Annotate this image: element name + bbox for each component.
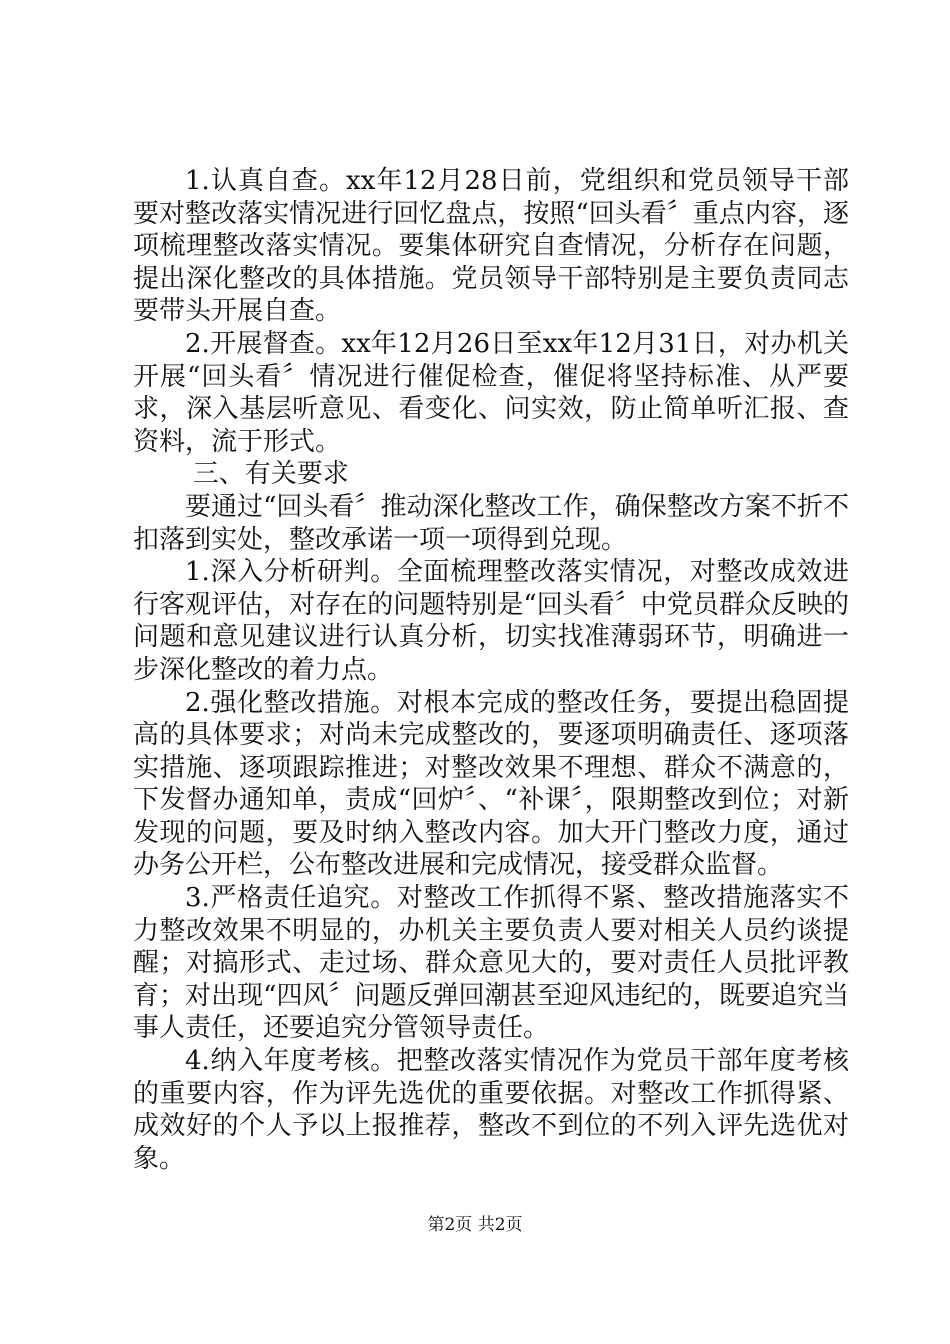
paragraph-analysis: 1.深入分析研判。全面梳理整改落实情况，对整改成效进行客观评估，对存在的问题特别是“回头看〞中党员群众反映的问题和意见建议进行认真分析，切实找准薄弱环节，明确进一步深化整改的着力点。 (133, 557, 849, 685)
paragraph-annual-assessment: 4.纳入年度考核。把整改落实情况作为党员干部年度考核的重要内容，作为评先选优的重要依据。对整改工作抓得紧、成效好的个人予以上报推荐，整改不到位的不列入评先选优对象。 (133, 1046, 849, 1174)
paragraph-measures: 2.强化整改措施。对根本完成的整改任务，要提出稳固提高的具体要求；对尚未完成整改的，要逐项明确责任、逐项落实措施、逐项跟踪推进；对整改效果不理想、群众不满意的，下发督办通知单，责成“回炉〞、“补课〞，限期整改到位；对新发现的问题，要及时纳入整改内容。加大开门整改力度，通过办务公开栏，公布整改进展和完成情况，接受群众监督。 (133, 687, 849, 881)
paragraph-requirements-intro: 要通过“回头看〞推动深化整改工作，确保整改方案不折不扣落到实处，整改承诺一项一项得到兑现。 (133, 491, 849, 555)
paragraph-supervision: 2.开展督查。xx年12月26日至xx年12月31日，对办机关开展“回头看〞情况进行催促检查，催促将坚持标准、从严要求，深入基层听意见、看变化、问实效，防止简单听汇报、查资料，流于形式。 (133, 328, 849, 457)
page-number-footer: 第2页 共2页 (427, 1215, 523, 1235)
document-body (133, 165, 849, 1175)
paragraph-self-inspection: 1.认真自查。xx年12月28日前，党组织和党员领导干部要对整改落实情况进行回忆盘点，按照“回头看〞重点内容，逐项梳理整改落实情况。要集体研究自查情况，分析存在问题，提出深化整改的具体措施。党员领导干部特别是主要负责同志要带头开展自查。 (133, 166, 849, 327)
section-heading-requirements: 三、有关要求 (192, 459, 349, 490)
paragraph-accountability: 3.严格责任追究。对整改工作抓得不紧、整改措施落实不力整改效果不明显的，办机关主要负责人要对相关人员约谈提醒；对搞形式、走过场、群众意见大的，要对责任人员批评教育；对出现“四风〞问题反弹回潮甚至迎风违纪的，既要追究当事人责任，还要追究分管领导责任。 (133, 883, 849, 1044)
